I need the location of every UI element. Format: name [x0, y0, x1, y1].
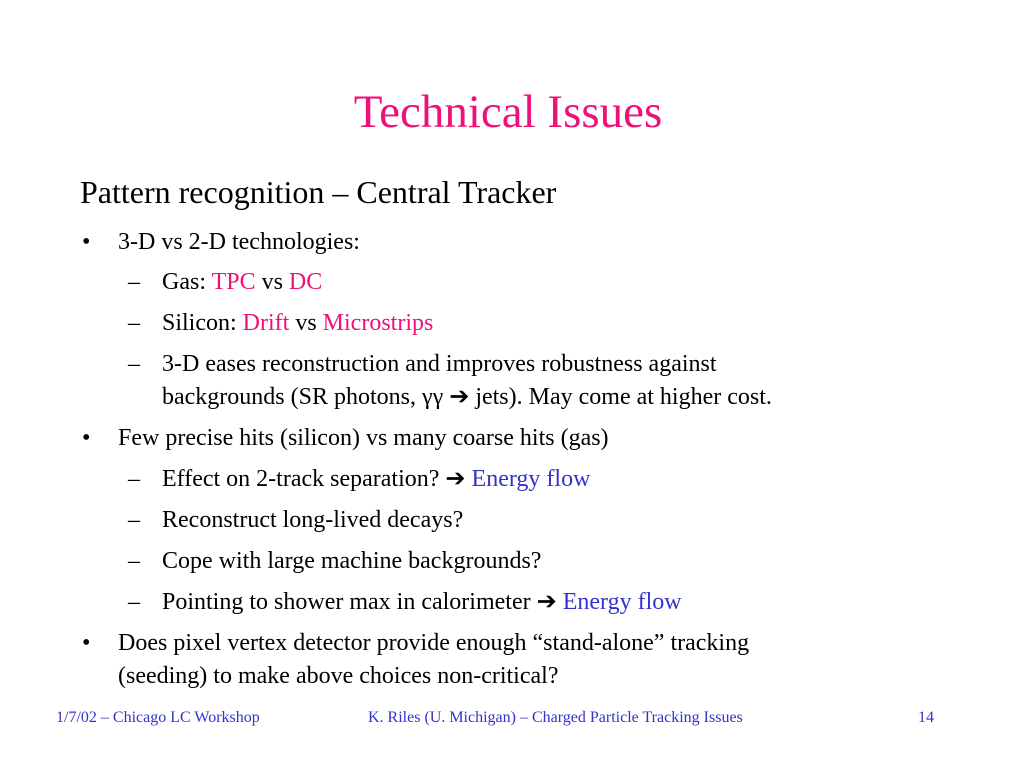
- sub-bullet-text: Pointing to shower max in calorimeter: [162, 589, 537, 615]
- dash-marker: –: [128, 507, 140, 533]
- arrow-icon: ➔: [449, 384, 470, 410]
- highlight-term: TPC: [211, 269, 256, 295]
- bullet-item: [82, 627, 749, 659]
- bullet-text: 3-D vs 2-D technologies:: [118, 229, 360, 255]
- dash-marker: –: [128, 269, 140, 295]
- dash-marker: –: [128, 310, 140, 336]
- sub-bullet-item: [128, 586, 682, 618]
- sub-bullet-item: [128, 545, 541, 577]
- bullet-marker: •: [82, 229, 91, 255]
- slide-title: Technical Issues: [353, 86, 663, 138]
- footer-page-number: 14: [918, 709, 934, 726]
- bullet-text: Few precise hits (silicon) vs many coarse hits (gas): [118, 425, 609, 451]
- bullet-marker: •: [82, 425, 91, 451]
- dash-marker: –: [128, 351, 140, 377]
- sub-bullet-text: 3-D eases reconstruction and improves robustness against: [162, 351, 717, 377]
- highlight-term: Drift: [242, 310, 290, 336]
- highlight-term: Energy flow: [562, 589, 682, 615]
- dash-marker: –: [128, 589, 140, 615]
- bullet-item: [82, 226, 360, 258]
- highlight-term: Microstrips: [322, 310, 434, 336]
- sub-bullet-text: backgrounds (SR photons, γγ: [162, 384, 450, 410]
- bullet-text: Does pixel vertex detector provide enough “stand-alone” tracking: [118, 630, 750, 656]
- sub-bullet-item: [128, 266, 322, 298]
- sub-bullet-text: jets). May come at higher cost.: [469, 384, 772, 410]
- bullet-text: (seeding) to make above choices non-critical?: [118, 663, 559, 689]
- sub-bullet-text: Silicon:: [162, 310, 243, 336]
- dash-marker: –: [128, 466, 140, 492]
- sub-bullet-continuation: [162, 381, 772, 413]
- sub-bullet-item: [128, 307, 433, 339]
- bullet-marker: •: [82, 630, 91, 656]
- sub-bullet-text: Gas:: [162, 269, 212, 295]
- sub-bullet-text: Cope with large machine backgrounds?: [162, 548, 542, 574]
- bullet-item: [82, 422, 609, 454]
- sub-bullet-item: [128, 348, 717, 380]
- highlight-term: Energy flow: [471, 466, 591, 492]
- footer-author-title: K. Riles (U. Michigan) – Charged Particle Tracking Issues: [368, 709, 743, 726]
- sub-bullet-item: [128, 463, 590, 495]
- sub-bullet-text: Effect on 2-track separation?: [162, 466, 446, 492]
- dash-marker: –: [128, 548, 140, 574]
- bullet-continuation: [118, 660, 558, 692]
- sub-bullet-item: [128, 504, 463, 536]
- footer-date-event: 1/7/02 – Chicago LC Workshop: [56, 709, 260, 726]
- sub-bullet-text: Reconstruct long-lived decays?: [162, 507, 464, 533]
- highlight-term: DC: [288, 269, 323, 295]
- arrow-icon: ➔: [445, 466, 466, 492]
- arrow-icon: ➔: [536, 589, 557, 615]
- slide-subtitle: Pattern recognition – Central Tracker: [80, 174, 557, 210]
- sub-bullet-text: vs: [289, 310, 323, 336]
- sub-bullet-text: vs: [255, 269, 289, 295]
